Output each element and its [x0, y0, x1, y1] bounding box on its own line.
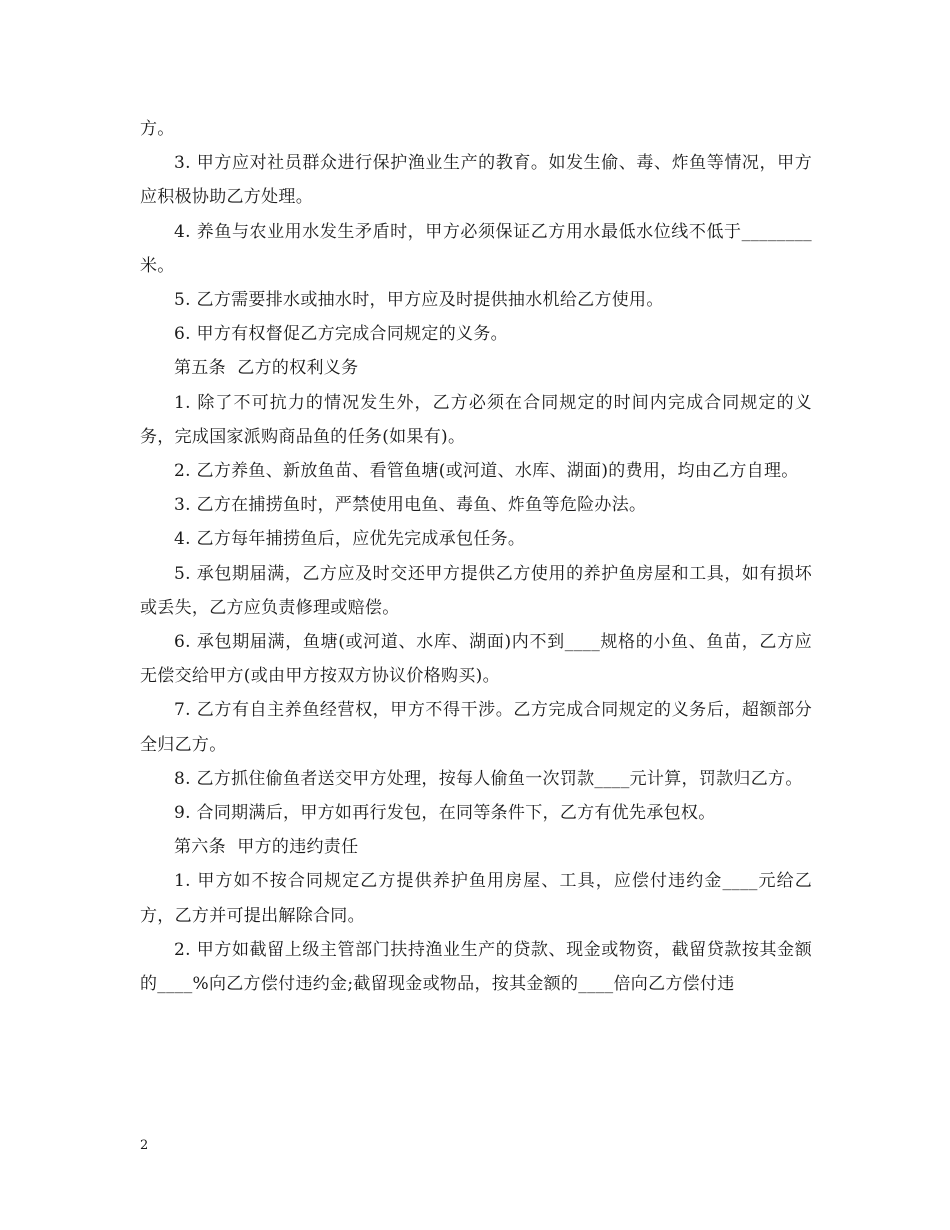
paragraph: 6. 甲方有权督促乙方完成合同规定的义务。 — [174, 324, 508, 345]
paragraph: 方。 — [140, 119, 175, 139]
document-body — [140, 112, 812, 1001]
paragraph: 5. 乙方需要排水或抽水时，甲方应及时提供抽水机给乙方使用。 — [174, 290, 664, 311]
paragraph: 1. 甲方如不按合同规定乙方提供养护鱼用房屋、工具，应偿付违约金____元给乙方，乙方并可提出解除合同。 — [140, 871, 812, 926]
section-heading: 第五条 乙方的权利义务 — [174, 358, 359, 379]
paragraph: 1. 除了不可抗力的情况发生外，乙方必须在合同规定的时间内完成合同规定的义务，完成国家派购商品鱼的任务(如果有)。 — [140, 392, 812, 447]
paragraph: 3. 乙方在捕捞鱼时，严禁使用电鱼、毒鱼、炸鱼等危险办法。 — [174, 495, 647, 516]
paragraph: 4. 乙方每年捕捞鱼后，应优先完成承包任务。 — [174, 529, 526, 550]
paragraph: 9. 合同期满后，甲方如再行发包，在同等条件下，乙方有优先承包权。 — [174, 803, 716, 824]
paragraph: 2. 乙方养鱼、新放鱼苗、看管鱼塘(或河道、水库、湖面)的费用，均由乙方自理。 — [174, 461, 799, 482]
page-number: 2 — [140, 1138, 149, 1153]
paragraph: 8. 乙方抓住偷鱼者送交甲方处理，按每人偷鱼一次罚款____元计算，罚款归乙方。 — [174, 768, 803, 789]
paragraph: 2. 甲方如截留上级主管部门扶持渔业生产的贷款、现金或物资，截留贷款按其金额的____%向乙方偿付违约金;截留现金或物品，按其金额的____倍向乙方偿付违 — [140, 939, 812, 995]
paragraph: 7. 乙方有自主养鱼经营权，甲方不得干涉。乙方完成合同规定的义务后，超额部分全归乙方。 — [140, 700, 812, 755]
paragraph: 4. 养鱼与农业用水发生矛盾时，甲方必须保证乙方用水最低水位线不低于________米。 — [140, 221, 812, 276]
paragraph: 3. 甲方应对社员群众进行保护渔业生产的教育。如发生偷、毒、炸鱼等情况，甲方应积极协助乙方处理。 — [140, 153, 812, 208]
paragraph: 5. 承包期届满，乙方应及时交还甲方提供乙方使用的养护鱼房屋和工具，如有损坏或丢失，乙方应负责修理或赔偿。 — [140, 563, 812, 618]
paragraph: 6. 承包期届满，鱼塘(或河道、水库、湖面)内不到____规格的小鱼、鱼苗，乙方应无偿交给甲方(或由甲方按双方协议价格购买)。 — [140, 632, 812, 687]
section-heading: 第六条 甲方的违约责任 — [174, 837, 359, 858]
